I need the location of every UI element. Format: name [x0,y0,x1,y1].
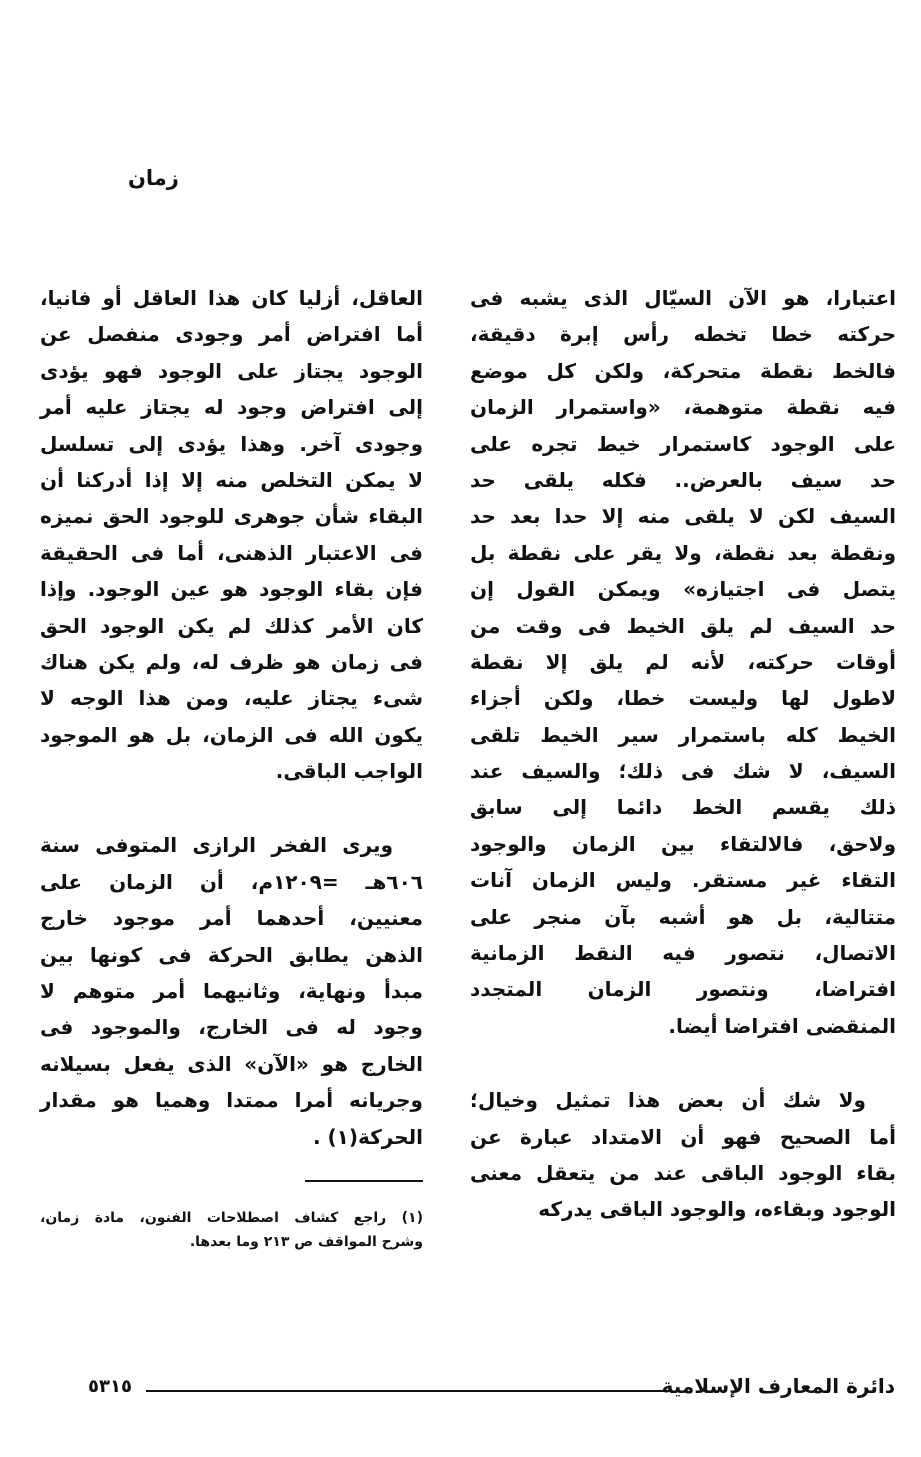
text-line: يكون الله فى الزمان، بل هو الموجود [40,722,423,747]
text-line: الوجود وبقاءه، والوجود الباقى يدركه [538,1197,896,1222]
text-line: ولاحق، فالالتقاء بين الزمان والوجود [470,831,896,856]
footer-divider [146,1390,670,1392]
paragraph [470,280,896,1044]
text-line: ٦٠٦هـ =١٢٠٩م، أن الزمان على [40,869,423,894]
text-line: حد سيف بالعرض.. فكله يلقى حد [470,467,896,492]
text-line: حد السيف لم يلق الخيط فى وقت من [470,613,896,638]
text-line: فالخط نقطة متحركة، ولكن كل موضع [470,358,896,383]
text-line: لا يمكن التخلص منه إلا إذا أدركنا أن [40,467,423,492]
left-column [40,280,423,1193]
text-line: ويرى الفخر الرازى المتوفى سنة [40,833,393,858]
text-line: أوقات حركته، لأنه لم يلق إلا نقطة [470,649,896,674]
text-line: على الوجود كاستمرار خيط تجره على [470,431,896,456]
text-line: التقاء غير مستقر. وليس الزمان آنات [470,868,896,893]
text-line: وجودى آخر. وهذا يؤدى إلى تسلسل [40,431,423,456]
right-column [470,280,896,1266]
text-line: البقاء شأن جوهرى للوجود الحق نميزه [40,504,423,529]
text-line: فى الاعتبار الذهنى، أما فى الحقيقة [40,540,423,565]
text-line: افتراضا، ونتصور الزمان المتجدد [470,977,896,1002]
text-line: الواجب الباقى. [275,759,423,784]
text-line: وجريانه أمرا ممتدا وهميا هو مقدار [40,1088,423,1113]
text-line: العاقل، أزليا كان هذا العاقل أو فانيا، [40,286,423,310]
text-line: الخارج هو «الآن» الذى يفعل بسيلانه [40,1051,423,1076]
text-line: الحركة(١) . [312,1124,423,1149]
text-line: ذلك يقسم الخط دائما إلى سابق [470,795,896,820]
text-line: ونقطة بعد نقطة، ولا يقر على نقطة بل [470,540,896,565]
paragraph [470,1082,896,1228]
text-line: فإن بقاء الوجود هو عين الوجود. وإذا [40,577,423,602]
paragraph [40,280,423,789]
footnote-line: وشرح المواقف ص ٢١٣ وما بعدها. [189,1234,423,1250]
text-line: اعتبارا، هو الآن السيّال الذى يشبه فى [470,286,896,310]
text-line: الذهن يطابق الحركة فى كونها بين [40,942,423,967]
text-line: أما افتراض أمر وجودى منفصل عن [40,322,423,347]
text-line: الخيط كله باستمرار سير الخيط تلقى [470,722,896,747]
text-line: ولا شك أن بعض هذا تمثيل وخيال؛ [470,1088,866,1113]
text-line: بقاء الوجود الباقى عند من يتعقل معنى [470,1160,896,1185]
footnotes [40,1206,423,1254]
text-line: وجود له فى الخارج، والموجود فى [40,1015,423,1040]
text-line: السيف، لا شك فى ذلك؛ والسيف عند [470,759,896,784]
text-line: المنقضى افتراضا أيضا. [668,1013,896,1038]
text-line: أما الصحيح فهو أن الامتداد عبارة عن [470,1124,896,1149]
text-line: حركته خطا تخطه رأس إبرة دقيقة، [470,322,896,347]
footnote-line: (١) راجع كشاف اصطلاحات الفنون، مادة زمان، [40,1210,423,1226]
text-line: الوجود يجتاز على الوجود فهو يؤدى [40,358,423,383]
text-line: مبدأ ونهاية، وثانيهما أمر متوهم لا [40,979,423,1004]
text-line: الاتصال، نتصور فيه النقط الزمانية [470,941,896,966]
footer-publication-title: دائرة المعارف الإسلامية [661,1374,895,1398]
text-line: يتصل فى اجتيازه» ويمكن القول إن [470,577,896,602]
text-line: شىء يجتاز عليه، ومن هذا الوجه لا [40,686,423,711]
footnote-divider [305,1180,423,1182]
text-line: كان الأمر كذلك لم يكن الوجود الحق [40,613,423,638]
text-line: معنيين، أحدهما أمر موجود خارج [40,906,423,931]
text-line: فى زمان هو ظرف له، ولم يكن هناك [40,649,423,674]
text-line: متتالية، بل هو أشبه بآن منجر على [470,904,896,929]
text-line: السيف لكن لا يلقى منه إلا حدا بعد حد [470,504,896,529]
paragraph [40,827,423,1155]
text-line: فيه نقطة متوهمة، «واستمرار الزمان [470,395,896,420]
text-line: إلى افتراض وجود له يجتاز عليه أمر [40,395,423,420]
page-number: ٥٣١٥ [88,1376,132,1397]
running-header: زمان [128,166,179,190]
text-line: لاطول لها وليست خطا، ولكن أجزاء [470,686,896,711]
